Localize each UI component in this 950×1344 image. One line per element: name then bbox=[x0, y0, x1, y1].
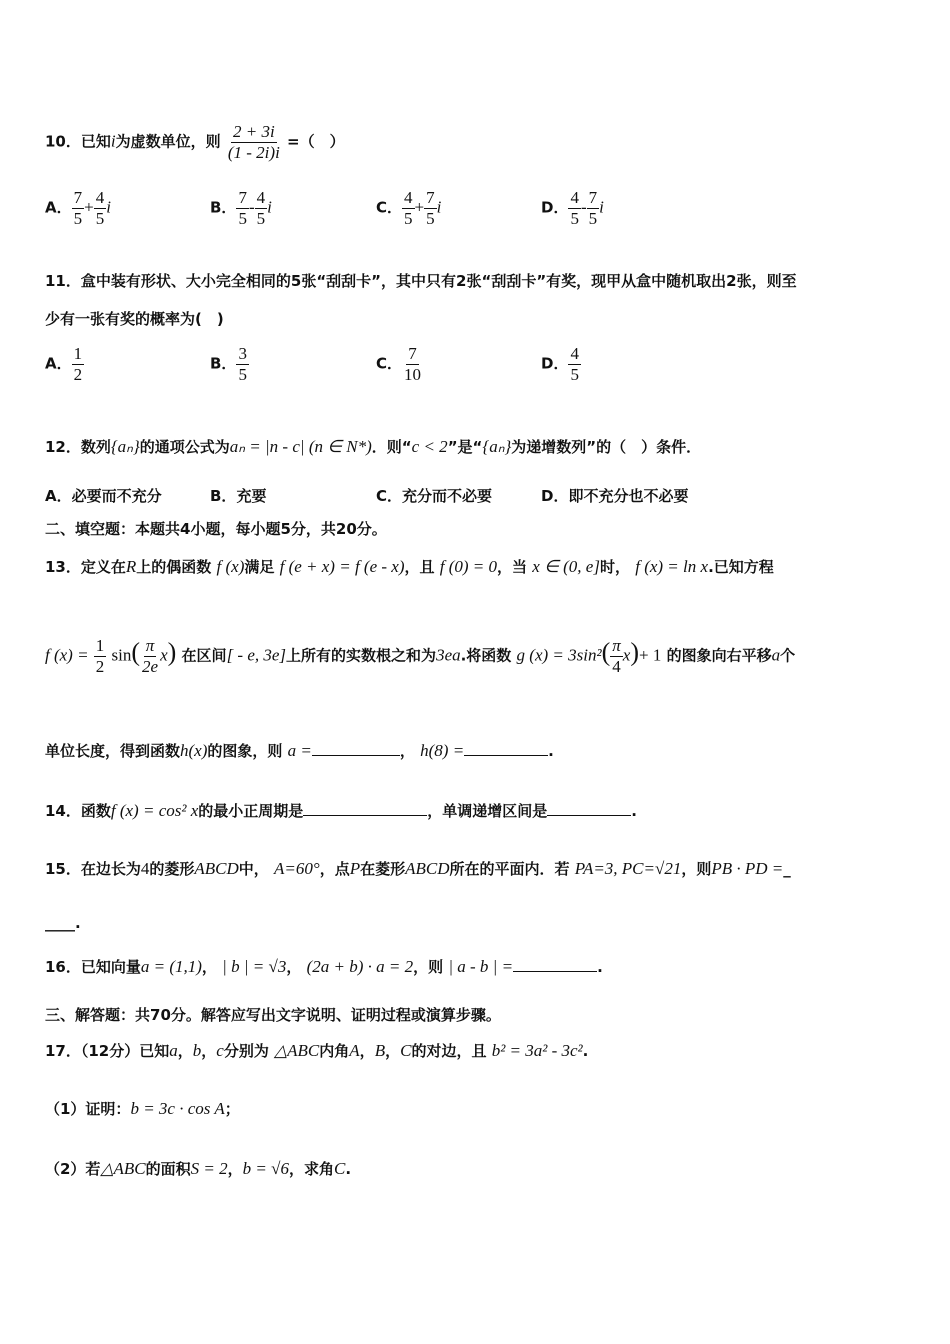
q17-part1: （1）证明：b = 3c · cos A； bbox=[45, 1099, 240, 1118]
q10-option-b[interactable]: B． $\frac{7}{5}$ - $\frac{4}{5}$ i bbox=[210, 188, 272, 228]
q10-fraction: $\frac{2 + 3i}{(1 - 2i)i}$ bbox=[227, 122, 280, 162]
q12-option-d[interactable]: D．即不充分也不必要 bbox=[541, 487, 689, 505]
q13-line1: 13．定义在R上的偶函数 f (x)满足 f (e + x) = f (e - x)，且 f (0) = 0，当 x ∈ (0, e]时， f (x) = ln x.已知方程 bbox=[45, 557, 774, 576]
q12-option-c[interactable]: C．充分而不必要 bbox=[376, 487, 493, 505]
q15-line1: 15．在边长为4的菱形ABCD中， A=60°，点P在菱形ABCD所在的平面内．若 PA=3, PC=√21，则PB · PD =_ bbox=[45, 859, 791, 878]
q14-period-blank[interactable] bbox=[303, 801, 427, 816]
q10-option-d[interactable]: D． $\frac{4}{5}$ - $\frac{7}{5}$ i bbox=[541, 188, 604, 228]
q11-option-d[interactable]: D． $\frac{4}{5}$ bbox=[541, 344, 579, 384]
q11-option-c[interactable]: C． $\frac{7}{10}$ bbox=[376, 344, 422, 384]
q15-line2[interactable]: ____. bbox=[45, 914, 81, 932]
q10-option-c[interactable]: C． $\frac{4}{5}$ + $\frac{7}{5}$ i bbox=[376, 188, 442, 228]
q13-line2: f (x) = $\frac{1}{2}$ sin( $\frac{\pi}{2e}$ x) 在区间[ - e, 3e]上所有的实数根之和为3ea.将函数 g (x) = 3sin²( $\frac{\pi}{4}$ x)+ 1 的图象向右平移a个 bbox=[45, 636, 796, 676]
q10-stem: 10．已知i为虚数单位，则 $\frac{2 + 3i}{(1 - 2i)i}$ =（ ） bbox=[45, 122, 345, 162]
q16: 16．已知向量a = (1,1)， | b | = √3， (2a + b) · a = 2，则 | a - b | = . bbox=[45, 957, 603, 976]
q11-option-a[interactable]: A． $\frac{1}{2}$ bbox=[45, 344, 83, 384]
q13-answer-h8-blank[interactable] bbox=[464, 741, 548, 756]
q12-stem: 12．数列{aₙ}的通项公式为aₙ = |n - c| (n ∈ N*)．则“c < 2”是“{aₙ}为递增数列”的（ ）条件． bbox=[45, 437, 702, 456]
q11-line1: 11．盒中装有形状、大小完全相同的5张“刮刮卡”，其中只有2张“刮刮卡”有奖，现甲从盒中随机取出2张，则至 bbox=[45, 272, 797, 290]
q14-interval-blank[interactable] bbox=[547, 801, 631, 816]
q11-option-b[interactable]: B． $\frac{3}{5}$ bbox=[210, 344, 247, 384]
section-fill-in-title: 二、填空题：本题共4小题，每小题5分，共20分。 bbox=[45, 520, 387, 538]
q10-option-a[interactable]: A． $\frac{7}{5}$ + $\frac{4}{5}$ i bbox=[45, 188, 111, 228]
q16-answer-blank[interactable] bbox=[513, 957, 597, 972]
q17-part2: （2）若△ABC的面积S = 2，b = √6，求角C. bbox=[45, 1159, 352, 1178]
q14: 14．函数f (x) = cos² x的最小正周期是 ，单调递增区间是 . bbox=[45, 801, 637, 820]
q17-stem: 17．（12分）已知a，b，c分别为 △ABC内角A，B，C的对边，且 b² = 3a² - 3c². bbox=[45, 1041, 589, 1060]
q13-line3: 单位长度，得到函数h(x)的图象，则 a = ， h(8) = . bbox=[45, 741, 554, 760]
q12-option-b[interactable]: B．充要 bbox=[210, 487, 267, 505]
section-answer-title: 三、解答题：共70分。解答应写出文字说明、证明过程或演算步骤。 bbox=[45, 1006, 501, 1024]
q12-option-a[interactable]: A．必要而不充分 bbox=[45, 487, 162, 505]
q11-line2: 少有一张有奖的概率为( ) bbox=[45, 310, 224, 328]
q13-answer-a-blank[interactable] bbox=[312, 741, 400, 756]
